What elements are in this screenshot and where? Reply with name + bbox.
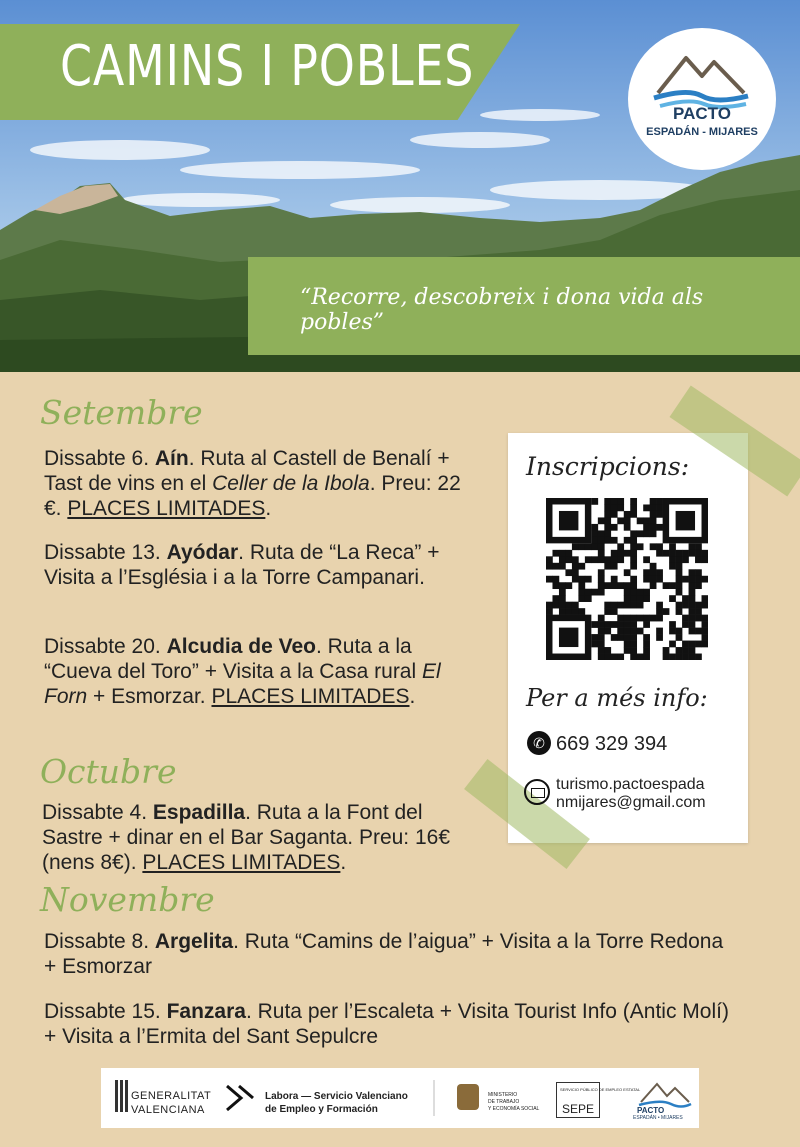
event-day: Dissabte 20. <box>44 635 167 658</box>
sepe-text: SEPE <box>562 1102 595 1116</box>
event-item <box>44 999 734 1049</box>
event-town: Aín <box>154 447 189 470</box>
event-tail: . <box>265 497 272 520</box>
event-town: Fanzara <box>166 1000 246 1023</box>
logo-name: PACTO <box>673 104 731 123</box>
labora-text: de Empleo y Formación <box>265 1104 378 1115</box>
logo-subtitle: ESPADÁN - MIJARES <box>646 126 758 138</box>
labora-logo-icon <box>227 1086 253 1110</box>
pacto-footer-logo-icon <box>639 1084 691 1107</box>
event-price: . Preu: 22 €. <box>44 472 461 520</box>
sepe-subtitle: SERVICIO PÚBLICO DE EMPLEO ESTATAL <box>560 1087 641 1092</box>
email-address-line1[interactable]: turismo.pactoespada <box>556 776 705 793</box>
event-town: Espadilla <box>152 801 246 824</box>
event-text: . Ruta “Camins de l’aigua” + Visita a la Torre Redona + Esmorzar <box>44 930 724 978</box>
mail-icon <box>524 779 550 805</box>
event-town: Ayódar <box>166 541 239 564</box>
pacto-footer-name: PACTO <box>637 1106 665 1115</box>
generalitat-logo-icon <box>115 1080 128 1112</box>
inscriptions-label: Inscripcions: <box>526 452 690 481</box>
ministerio-text: Y ECONOMÍA SOCIAL <box>488 1106 540 1112</box>
email-address-line2[interactable]: nmijares@gmail.com <box>556 794 706 811</box>
event-text: . Ruta de “La Reca” + Visita a l’Església i a la Torre Campanari. <box>44 541 440 589</box>
event-venue: Celler de la Ibola <box>212 472 370 495</box>
event-limited-badge: PLACES LIMITADES <box>67 497 266 520</box>
pacto-logo <box>628 28 776 170</box>
event-day: Dissabte 4. <box>42 801 153 824</box>
labora-text: Labora — Servicio Valenciano <box>265 1091 408 1102</box>
event-item <box>44 540 484 590</box>
event-town: Argelita <box>154 930 234 953</box>
ministerio-text: MINISTERIO <box>488 1092 518 1098</box>
event-item <box>42 800 482 875</box>
event-venue: El Forn <box>44 660 441 708</box>
event-day: Dissabte 8. <box>44 930 155 953</box>
month-heading-octubre: Octubre <box>40 752 177 791</box>
ministerio-crest-icon <box>457 1084 479 1110</box>
qr-code[interactable] <box>546 498 708 660</box>
event-day: Dissabte 15. <box>44 1000 167 1023</box>
event-tail: . <box>340 851 347 874</box>
event-text: . Ruta per l’Escaleta + Visita Tourist Info (Antic Molí) + Visita a l’Ermita del Sant Sepulcre <box>44 1000 729 1048</box>
ministerio-text: DE TRABAJO <box>488 1099 520 1105</box>
event-town: Alcudia de Veo <box>166 635 316 658</box>
event-text: . Ruta al Castell de Benalí + Tast de vins en el <box>44 447 450 495</box>
event-item <box>44 446 484 521</box>
more-info-label: Per a més info: <box>526 684 708 712</box>
event-extra: + Esmorzar. <box>87 685 212 708</box>
slogan: “Recorre, descobreix i dona vida als pobles” <box>300 285 704 335</box>
generalitat-text: VALENCIANA <box>131 1104 205 1116</box>
pacto-footer-subtitle: ESPADÁN • MIJARES <box>633 1115 683 1121</box>
event-item <box>44 929 724 979</box>
event-text: . Ruta a la Font del Sastre + dinar en el Bar Saganta. Preu: 16€ (nens 8€). <box>42 801 451 874</box>
generalitat-text: GENERALITAT <box>131 1090 212 1102</box>
event-text: . Ruta a la “Cueva del Toro” + Visita a la Casa rural <box>44 635 422 683</box>
month-heading-novembre: Novembre <box>40 880 215 919</box>
event-day: Dissabte 13. <box>44 541 167 564</box>
phone-number[interactable]: 669 329 394 <box>556 733 668 755</box>
month-heading-setembre: Setembre <box>40 393 203 432</box>
event-limited-badge: PLACES LIMITADES <box>142 851 341 874</box>
event-tail: . <box>409 685 416 708</box>
page-title: CAMINS I POBLES <box>60 34 475 99</box>
event-limited-badge: PLACES LIMITADES <box>211 685 410 708</box>
event-item <box>44 634 484 709</box>
hero-banner <box>0 0 800 372</box>
event-day: Dissabte 6. <box>44 447 155 470</box>
phone-icon: ✆ <box>527 731 551 755</box>
